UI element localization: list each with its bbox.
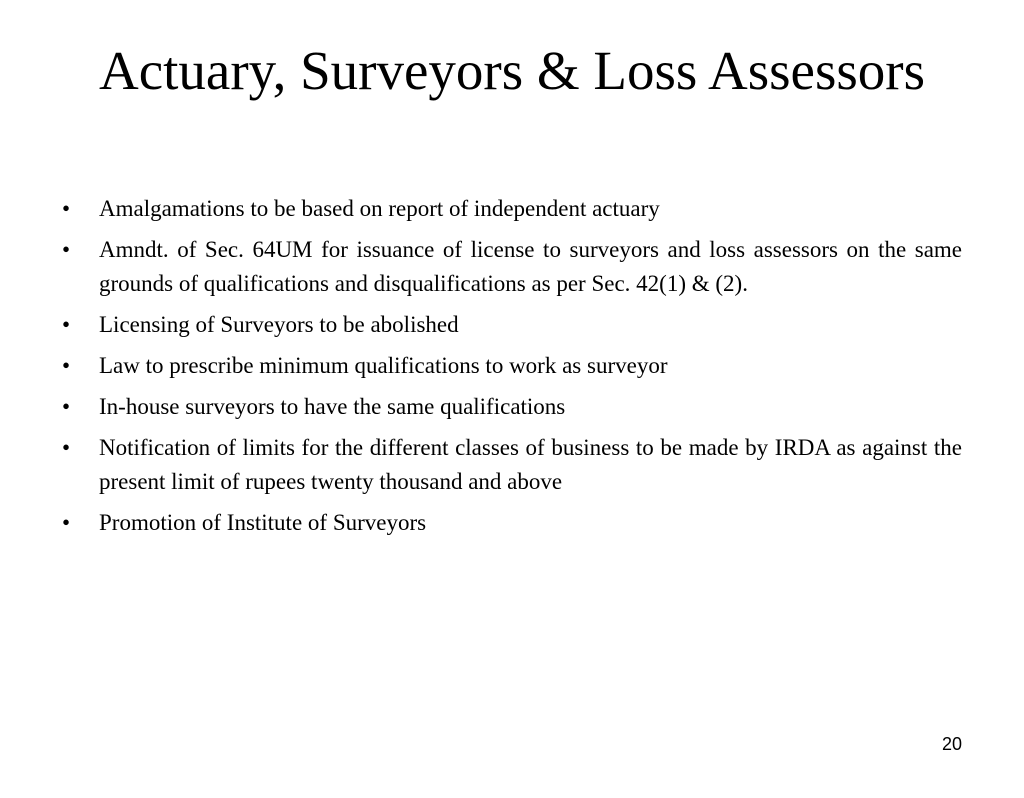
bullet-item	[62, 506, 962, 540]
bullet-item	[62, 308, 962, 342]
bullet-icon: •	[62, 312, 71, 337]
bullet-text: Amalgamations to be based on report of independent actuary	[99, 196, 660, 221]
bullet-item	[62, 233, 962, 301]
bullet-item	[62, 192, 962, 226]
bullet-icon: •	[62, 510, 71, 535]
bullet-text: Licensing of Surveyors to be abolished	[99, 312, 459, 337]
bullet-icon: •	[62, 353, 71, 378]
bullet-list	[62, 192, 962, 547]
bullet-icon: •	[62, 435, 71, 460]
bullet-text: Amndt. of Sec. 64UM for issuance of license to surveyors and loss assessors on the same grounds of qualifications and disqualifications as per Sec. 42(1) & (2).	[99, 237, 962, 296]
page-number: 20	[941, 734, 962, 754]
bullet-item	[62, 349, 962, 383]
bullet-item	[62, 390, 962, 424]
bullet-item	[62, 431, 962, 499]
bullet-text: Notification of limits for the different classes of business to be made by IRDA as against the present limit of rupees twenty thousand and above	[99, 435, 962, 494]
bullet-text: Law to prescribe minimum qualifications to work as surveyor	[99, 353, 668, 378]
bullet-text: Promotion of Institute of Surveyors	[99, 510, 427, 535]
bullet-text: In-house surveyors to have the same qualifications	[99, 394, 566, 419]
bullet-icon: •	[62, 394, 71, 419]
bullet-icon: •	[62, 196, 71, 221]
bullet-icon: •	[62, 237, 71, 262]
slide-title: Actuary, Surveyors & Loss Assessors	[99, 40, 925, 101]
